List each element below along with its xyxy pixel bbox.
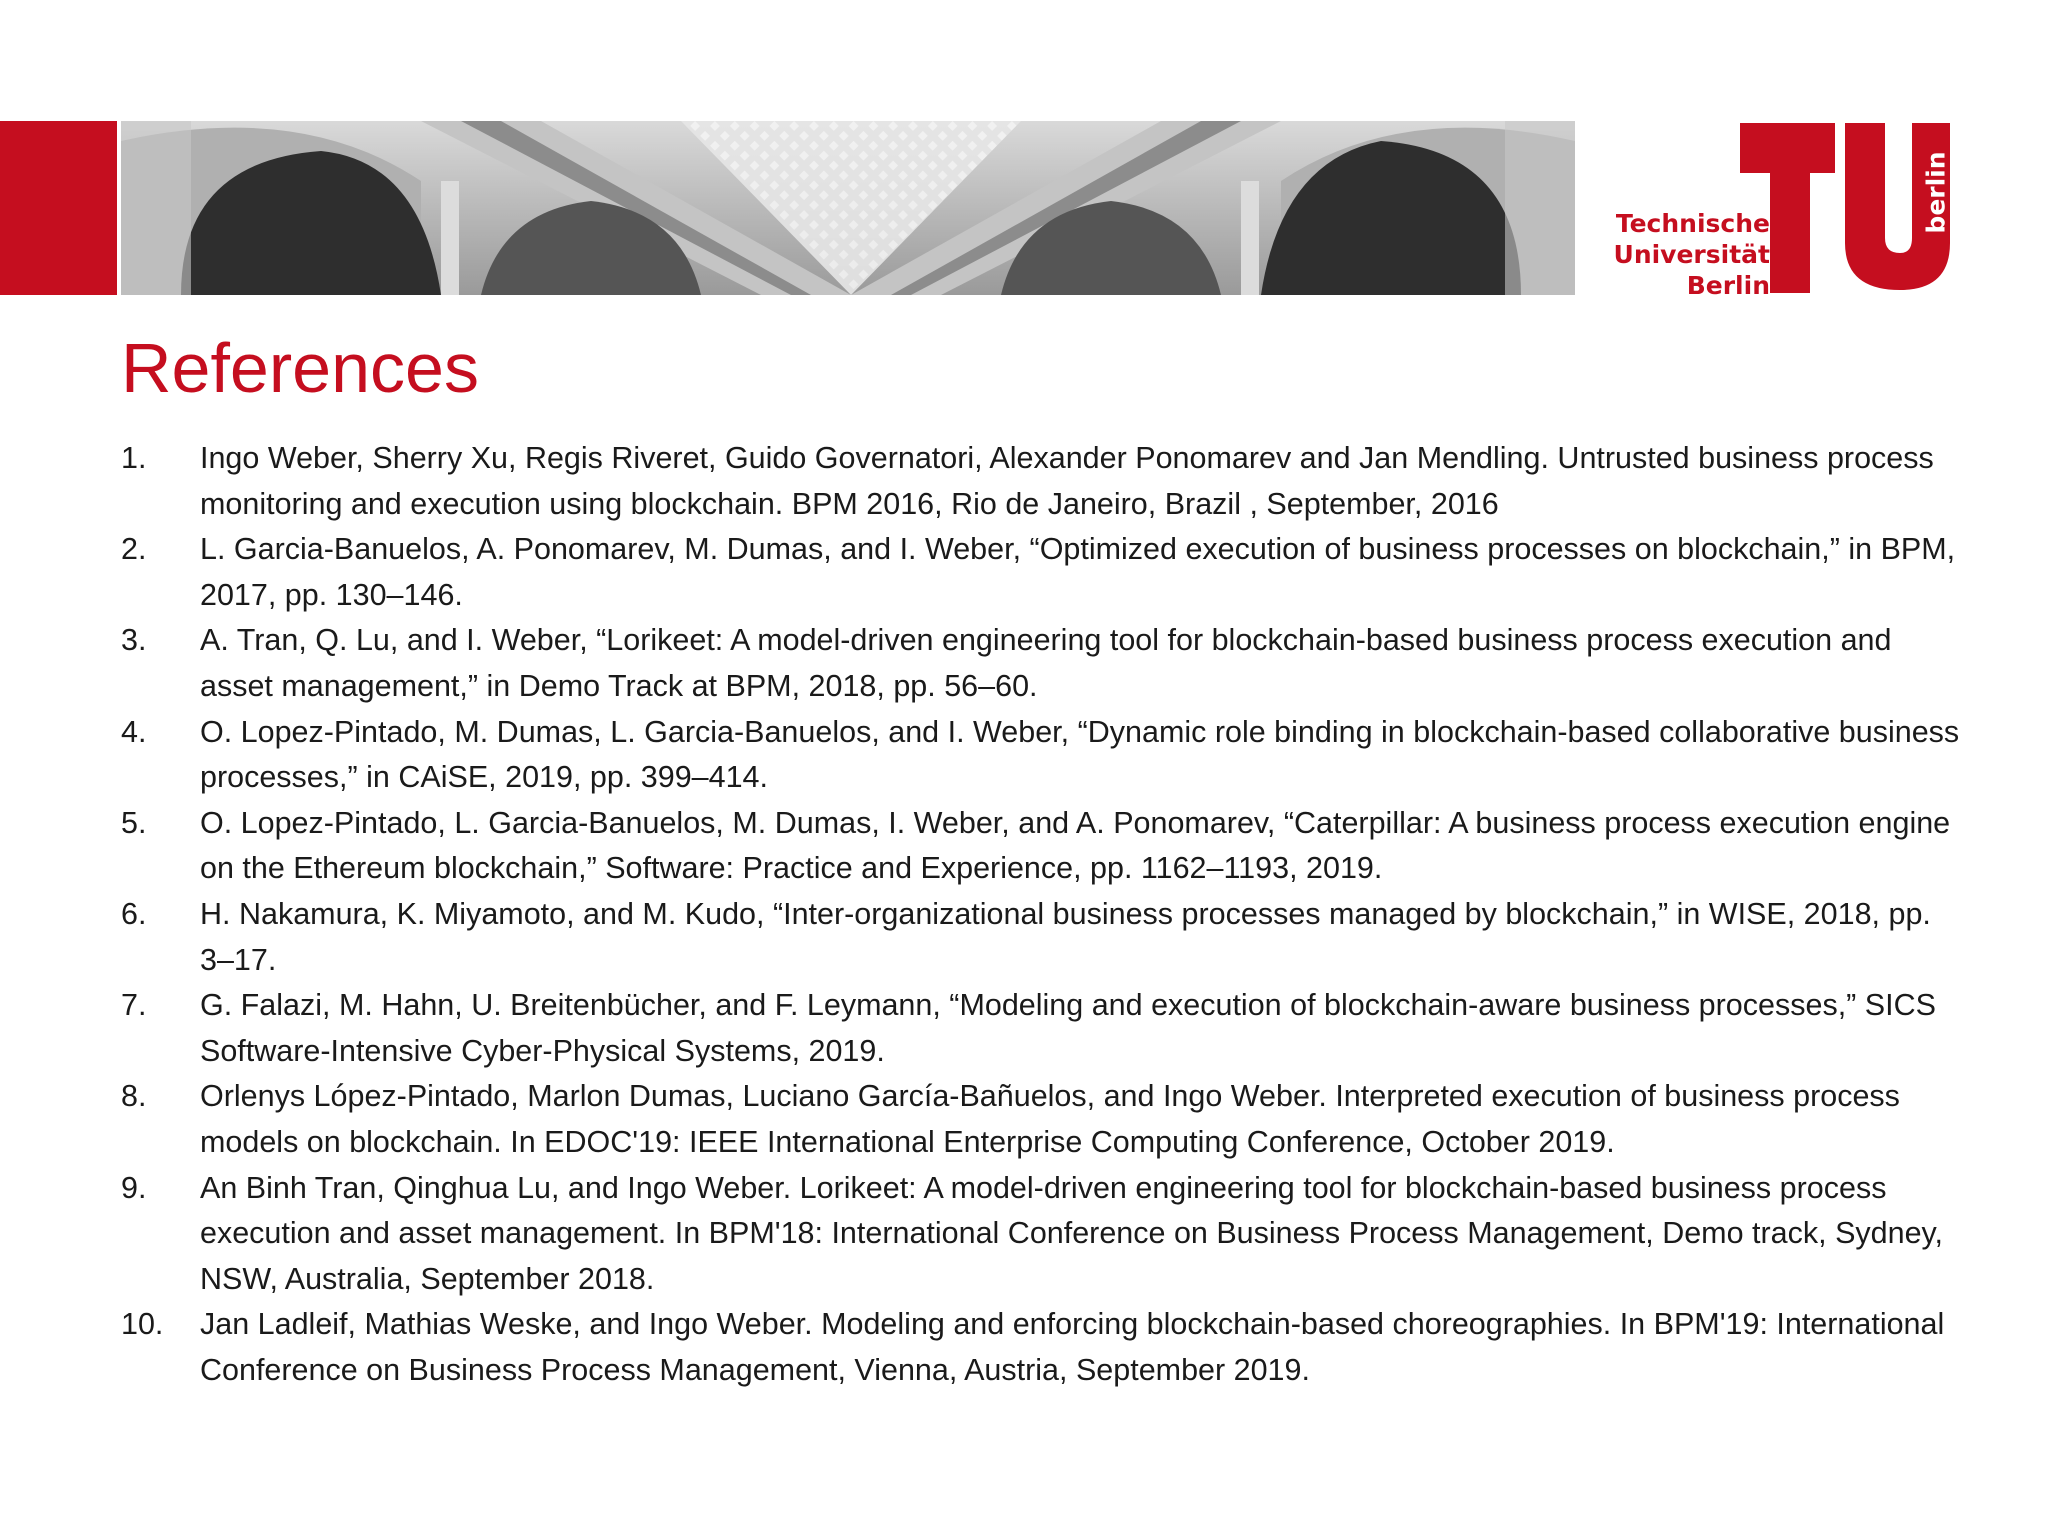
reference-text: O. Lopez-Pintado, L. Garcia-Banuelos, M. Dumas, I. Weber, and A. Ponomarev, “Caterpillar: A business process execution engine on the Ethereum blockchain,” Software: Practice and Experience, pp. 1162–1193, 2019. xyxy=(200,805,1951,886)
reference-text: H. Nakamura, K. Miyamoto, and M. Kudo, “Inter-organizational business processes managed by blockchain,” in WISE, 2018, pp. 3–17. xyxy=(200,896,1931,977)
reference-item-4 xyxy=(121,710,1961,801)
logo-line-2: Universität xyxy=(1613,240,1770,269)
reference-item-5 xyxy=(121,801,1961,892)
reference-number: 2. xyxy=(121,532,147,567)
logo-line-3: Berlin xyxy=(1686,271,1770,300)
page-title: References xyxy=(121,329,479,407)
reference-number: 8. xyxy=(121,1079,147,1114)
reference-item-2 xyxy=(121,527,1961,618)
logo-line-1: Technische xyxy=(1615,209,1770,238)
reference-item-3 xyxy=(121,618,1961,709)
reference-text: L. Garcia-Banuelos, A. Ponomarev, M. Dumas, and I. Weber, “Optimized execution of business processes on blockchain,” in BPM, 2017, pp. 130–146. xyxy=(200,532,1956,612)
reference-item-9 xyxy=(121,1166,1961,1303)
reference-number: 7. xyxy=(121,988,147,1023)
reference-number: 9. xyxy=(121,1170,147,1205)
reference-number: 4. xyxy=(121,714,147,749)
reference-text: An Binh Tran, Qinghua Lu, and Ingo Weber. Lorikeet: A model-driven engineering tool for blockchain-based business process execution and asset management. In BPM'18: International Conference on Business Process Management, Demo track, Sydney, NSW, Australia, September 2018. xyxy=(200,1170,1944,1296)
reference-number: 10. xyxy=(121,1307,164,1342)
reference-text: Jan Ladleif, Mathias Weske, and Ingo Weber. Modeling and enforcing blockchain-based choreographies. In BPM'19: International Conference on Business Process Management, Vienna, Austria, September 2019. xyxy=(200,1307,1945,1387)
header-red-block xyxy=(0,121,117,295)
reference-text: Orlenys López-Pintado, Marlon Dumas, Luciano García-Bañuelos, and Ingo Weber. Interpreted execution of business process models on blockchain. In EDOC'19: IEEE International Enterprise Computing Conference, October 2019. xyxy=(200,1079,1900,1159)
reference-number: 5. xyxy=(121,805,147,840)
reference-item-1 xyxy=(121,436,1961,527)
tu-logo-mark-icon xyxy=(1740,118,1950,293)
reference-text: A. Tran, Q. Lu, and I. Weber, “Lorikeet: A model-driven engineering tool for blockchain-based business process execution and asset management,” in Demo Track at BPM, 2018, pp. 56–60. xyxy=(200,623,1892,703)
reference-item-8 xyxy=(121,1074,1961,1165)
reference-number: 1. xyxy=(121,441,147,475)
reference-number: 3. xyxy=(121,623,147,658)
reference-item-6 xyxy=(121,892,1961,983)
architecture-photo-icon xyxy=(121,121,1575,295)
references-list xyxy=(121,436,1961,1393)
reference-text: O. Lopez-Pintado, M. Dumas, L. Garcia-Banuelos, and I. Weber, “Dynamic role binding in blockchain-based collaborative business processes,” in CAiSE, 2019, pp. 399–414. xyxy=(200,714,1960,795)
reference-item-10 xyxy=(121,1302,1961,1393)
header-banner-image xyxy=(121,121,1575,295)
reference-number: 6. xyxy=(121,896,147,931)
tu-berlin-logo xyxy=(1613,118,1951,308)
reference-text: Ingo Weber, Sherry Xu, Regis Riveret, Guido Governatori, Alexander Ponomarev and Jan Mendling. Untrusted business process monitoring and execution using blockchain. BPM 2016, Rio de Janeiro, Brazil , September, 2016 xyxy=(200,441,1934,521)
reference-item-7 xyxy=(121,983,1961,1074)
reference-text: G. Falazi, M. Hahn, U. Breitenbücher, and F. Leymann, “Modeling and execution of blockchain-aware business processes,” SICS Software-Intensive Cyber-Physical Systems, 2019. xyxy=(200,988,1936,1068)
logo-vertical-berlin: berlin xyxy=(1921,151,1951,234)
